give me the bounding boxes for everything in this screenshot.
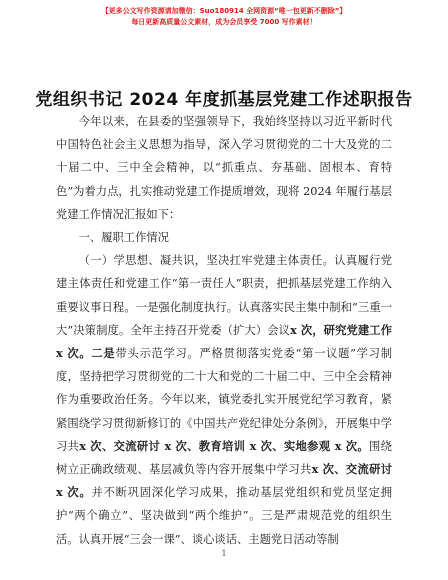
document-body [56,110,392,551]
paragraph-1-text-a: （一）学思想、凝共识，坚决扛牢党建主体责任。认真履行党建主体责任和党建工作“第一责任人”职责，把抓基层党建工作纳入重要议事日程。一是强化制度执行。认真落实民主集中制和“三重一大”决策制度。全年主持召开党委（扩大）会议 [56,254,392,337]
page-number: 1 [221,549,227,558]
section-heading: 一、履职工作情况 [78,231,169,245]
document-title: 党组织书记 2024 年度抓基层党建工作述职报告 [35,90,413,110]
paragraph-1-text-b: 带头示范学习。严格贯彻落实党委“第一议题”学习制度，坚持把学习贯彻党的二十大和党的二十届二中、三中全会精神作为重要政治任务。今年以来，镇党委扎实开展党纪学习教育，紧紧围绕学习贯彻新修订的《中国共产党纪律处分条例》，开展集中学习共 [56,347,392,453]
header-banner [0,6,448,28]
paragraph-1 [56,249,392,551]
paragraph-1-bold-c: x 次、交流研讨 x 次。 [56,462,392,500]
paragraph-1-text-d: 并不断巩固深化学习成果，推动基层党组织和党员坚定拥护“两个确立”、坚决做到“两个维护”。三是严肃规范党的组织生活。认真开展“三会一课”、谈心谈话、主题党日活动等制 [56,486,392,546]
banner-line-2: 每日更新高质量公文素材，成为会员享受 7000 写作素材！ [131,18,317,26]
banner-line-1: 【更多公文写作资源请加微信：Suo180914 全网资源“唯一包更新不删除”】 [101,7,347,15]
paragraph-1-bold-b: x 次、交流研讨 x 次、教育培训 x 次、实地参观 x 次。 [79,438,370,453]
paragraph-1-text-c: 围绕树立正确政绩观、基层减负等内容开展集中学习共 [56,439,392,477]
paragraph-1-bold-a: x 次，研究党建工作 x 次。二是 [56,322,392,361]
intro-paragraph: 今年以来，在县委的坚强领导下，我始终坚持以习近平新时代中国特色社会主义思想为指导，深入学习贯彻党的二十大及党的二十届二中、三中全会精神，以“抓重点、夯基础、固根本、育特色”为着力点，扎实推动党建工作提质增效，现将 2024 年履行基层党建工作情况汇报如下： [56,115,392,221]
